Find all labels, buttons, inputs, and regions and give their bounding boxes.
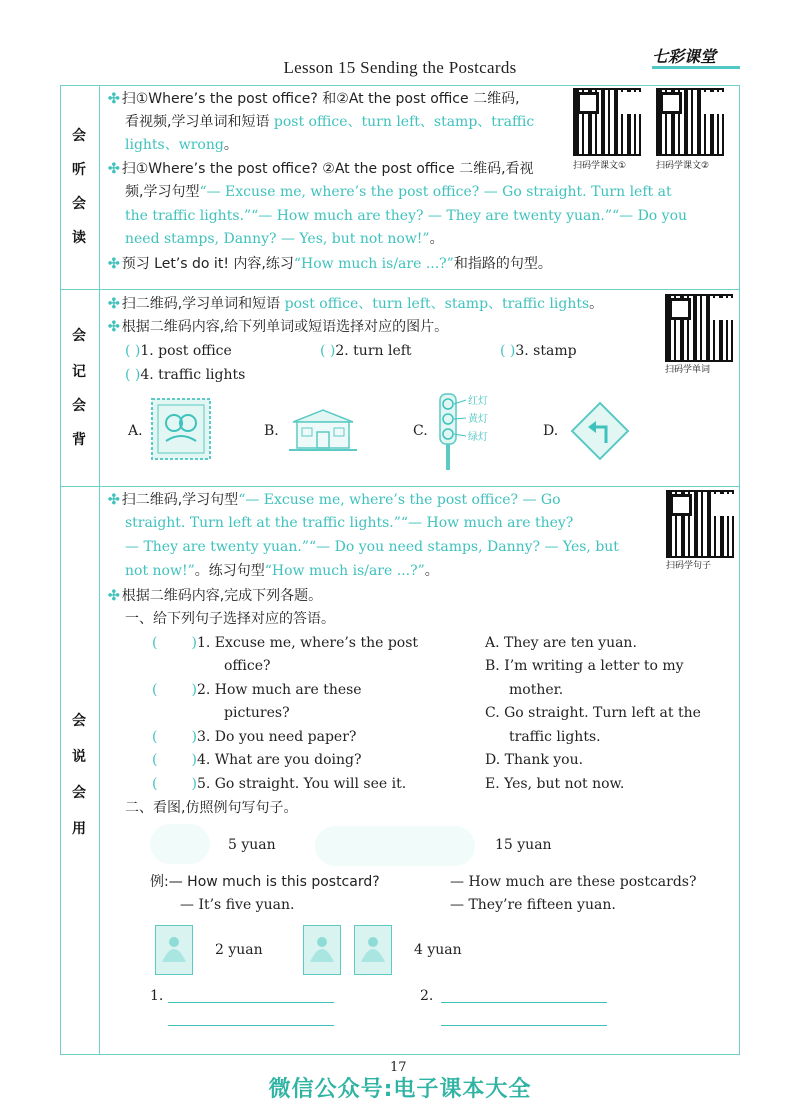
qr-caption: 扫码学句子	[666, 561, 712, 571]
option-label: C.	[413, 423, 428, 439]
remember-line-1: ✣ 扫二维码,学习单词和短语 post office、turn left、stamp、traffic lights。	[108, 296, 604, 312]
price-label: 4 yuan	[414, 942, 462, 958]
option-label: D.	[543, 423, 559, 439]
answer-item: A. They are ten yuan.	[485, 635, 637, 651]
listen-line-1: ✣ 扫①Where’s the post office? 和②At the post office 二维码,	[108, 91, 520, 107]
listen-line-3: lights、wrong。	[125, 137, 238, 153]
question-item: ( )2. How much are these	[152, 682, 362, 698]
wechat-watermark: 微信公众号:电子课本大全	[268, 1077, 532, 1102]
turn-left-sign-picture	[570, 401, 630, 461]
match-item: ( )4. traffic lights	[125, 367, 246, 383]
example-answer-single: — It’s five yuan.	[180, 897, 295, 913]
use-line-1: ✣ 扫二维码,学习句型“— Excuse me, where’s the post office? — Go	[108, 492, 561, 508]
section-divider	[60, 486, 740, 487]
postcard-picture	[354, 925, 392, 975]
post-office-picture	[287, 404, 359, 456]
question-item-cont: office?	[224, 658, 271, 674]
match-item: ( )3. stamp	[500, 343, 577, 359]
traffic-light-labels: 红灯 黄灯 绿灯	[468, 396, 488, 443]
listen-line-4: ✣ 扫①Where’s the post office? ②At the post office 二维码,看视	[108, 161, 534, 177]
question-item: ( )1. Excuse me, where’s the post	[152, 635, 419, 651]
answer-line-2a[interactable]	[441, 1002, 607, 1003]
part-one-heading: 一、给下列句子选择对应的答语。	[125, 611, 335, 627]
answer-line-1b[interactable]	[168, 1025, 334, 1026]
postcard-picture	[303, 925, 341, 975]
star-icon: ✣	[108, 161, 120, 177]
stamp-picture	[150, 397, 212, 461]
qr-code-sentences[interactable]	[666, 490, 734, 558]
star-icon: ✣	[108, 319, 120, 335]
star-icon: ✣	[108, 91, 120, 107]
star-icon: ✣	[108, 296, 120, 312]
answer-number: 1.	[150, 988, 164, 1004]
answer-item: E. Yes, but not now.	[485, 776, 625, 792]
question-item: ( )4. What are you doing?	[152, 752, 362, 768]
answer-item: C. Go straight. Turn left at the	[485, 705, 701, 721]
postcard-picture	[150, 824, 210, 864]
match-item: ( )2. turn left	[320, 343, 412, 359]
side-label-listen: 会 听 会 读	[60, 85, 100, 289]
page-number: 17	[390, 1060, 407, 1075]
listen-line-8: ✣ 预习 Let’s do it! 内容,练习“How much is/are ...?”和指路的句型。	[108, 256, 552, 272]
use-line-3: — They are twenty yuan.”“— Do you need stamps, Danny? — Yes, but	[125, 539, 619, 555]
listen-line-5: 频,学习句型“— Excuse me, where’s the post office? — Go straight. Turn left at	[125, 184, 672, 200]
qr-code-text-2[interactable]	[656, 88, 724, 156]
qr-caption: 扫码学单词	[665, 365, 711, 375]
use-line-2: straight. Turn left at the traffic lights.”“— How much are they?	[125, 515, 574, 531]
example-question-single: 例:— How much is this postcard?	[150, 874, 380, 890]
qr-code-words[interactable]	[665, 294, 733, 362]
question-item: ( )3. Do you need paper?	[152, 729, 357, 745]
example-question-plural: — How much are these postcards?	[450, 874, 697, 890]
remember-line-2: ✣ 根据二维码内容,给下列单词或短语选择对应的图片。	[108, 319, 449, 335]
brand-logo: 七彩课堂	[652, 47, 717, 66]
qr-code-text-1[interactable]	[573, 88, 641, 156]
qr-caption: 扫码学课文②	[656, 161, 710, 171]
listen-line-7: need stamps, Danny? — Yes, but not now!”。	[125, 231, 444, 247]
answer-line-1a[interactable]	[168, 1002, 334, 1003]
section-divider	[60, 289, 740, 290]
price-label: 2 yuan	[215, 942, 263, 958]
use-line-5: ✣ 根据二维码内容,完成下列各题。	[108, 588, 323, 604]
star-icon: ✣	[108, 492, 120, 508]
star-icon: ✣	[108, 256, 120, 272]
star-icon: ✣	[108, 588, 120, 604]
answer-item-cont: traffic lights.	[509, 729, 601, 745]
side-label-use: 会 说 会 用	[60, 486, 100, 1055]
question-item-cont: pictures?	[224, 705, 290, 721]
listen-line-6: the traffic lights.”“— How much are they? — They are twenty yuan.”“— Do you	[125, 208, 688, 224]
page-title: Lesson 15 Sending the Postcards	[283, 58, 517, 77]
price-label: 5 yuan	[228, 837, 276, 853]
match-item: ( )1. post office	[125, 343, 232, 359]
answer-item: D. Thank you.	[485, 752, 584, 768]
qr-caption: 扫码学课文①	[573, 161, 627, 171]
option-label: B.	[264, 423, 279, 439]
answer-number: 2.	[420, 988, 434, 1004]
answer-item: B. I’m writing a letter to my	[485, 658, 684, 674]
side-label-remember: 会 记 会 背	[60, 289, 100, 486]
price-label: 15 yuan	[495, 837, 552, 853]
example-answer-plural: — They’re fifteen yuan.	[450, 897, 616, 913]
postcard-picture	[155, 925, 193, 975]
listen-line-2: 看视频,学习单词和短语 post office、turn left、stamp、traffic	[125, 114, 535, 130]
part-two-heading: 二、看图,仿照例句写句子。	[125, 800, 298, 816]
option-label: A.	[128, 423, 143, 439]
use-line-4: not now!”。练习句型“How much is/are ...?”。	[125, 563, 439, 579]
brand-underline	[652, 66, 740, 69]
answer-line-2b[interactable]	[441, 1025, 607, 1026]
question-item: ( )5. Go straight. You will see it.	[152, 776, 407, 792]
postcards-picture	[315, 826, 475, 866]
answer-item-cont: mother.	[509, 682, 564, 698]
